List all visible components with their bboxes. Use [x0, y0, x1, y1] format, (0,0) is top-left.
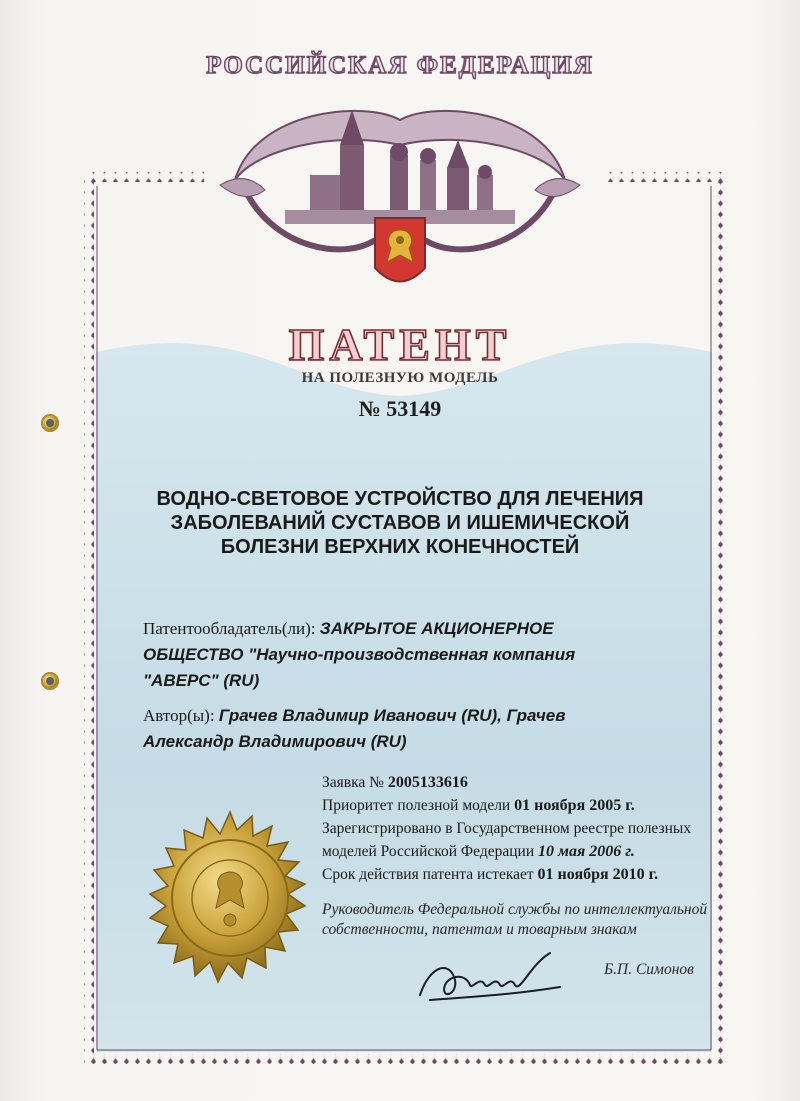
author-value: Грачев Владимир Иванович (RU), Грачев — [218, 706, 566, 725]
patent-heading: ПАТЕНТ — [288, 319, 512, 370]
title-line: ЗАБОЛЕВАНИЙ СУСТАВОВ И ИШЕМИЧЕСКОЙ — [170, 512, 630, 534]
registered-text: моделей Российской Федерации — [322, 843, 535, 860]
registered-text: Зарегистрировано в Государственном реестре полезных — [322, 820, 692, 837]
registered-date: 10 мая 2006 г. — [538, 843, 635, 860]
author-label: Автор(ы): — [143, 706, 215, 725]
title-line: ВОДНО-СВЕТОВОЕ УСТРОЙСТВО ДЛЯ ЛЕЧЕНИЯ — [156, 488, 644, 510]
holder-value: "АВЕРС" (RU) — [143, 671, 260, 690]
patent-number: № 53149 — [358, 396, 442, 421]
position-line: собственности, патентам и товарным знакам — [322, 921, 637, 938]
priority-label: Приоритет полезной модели — [322, 797, 511, 814]
author-value: Александр Владимирович (RU) — [143, 732, 407, 751]
application-number: 2005133616 — [387, 774, 468, 791]
signatory-name: Б.П. Симонов — [604, 961, 694, 978]
holder-label: Патентообладатель(ли): — [143, 619, 316, 638]
holder-value: ЗАКРЫТОЕ АКЦИОНЕРНОЕ — [319, 619, 554, 638]
kremlin-emblem-icon — [215, 90, 585, 300]
patent-subtype: НА ПОЛЕЗНУЮ МОДЕЛЬ — [301, 370, 499, 386]
patent-holder — [143, 616, 703, 694]
gold-seal-icon — [140, 810, 320, 990]
handwritten-signature-icon — [410, 945, 570, 1015]
application-label: Заявка № — [322, 774, 384, 791]
signatory-position — [322, 900, 752, 940]
patent-authors — [143, 703, 703, 755]
priority-date: 01 ноября 2005 г. — [514, 797, 635, 814]
validity-label: Срок действия патента истекает — [322, 866, 534, 883]
registration-facts — [322, 771, 742, 886]
country-name: РОССИЙСКАЯ ФЕДЕРАЦИЯ — [206, 52, 594, 79]
invention-title — [100, 487, 700, 559]
title-line: БОЛЕЗНИ ВЕРХНИХ КОНЕЧНОСТЕЙ — [220, 536, 580, 558]
position-line: Руководитель Федеральной службы по интеллектуальной — [322, 901, 708, 918]
validity-date: 01 ноября 2010 г. — [537, 866, 659, 883]
holder-value: ОБЩЕСТВО "Научно-производственная компания — [143, 645, 576, 664]
